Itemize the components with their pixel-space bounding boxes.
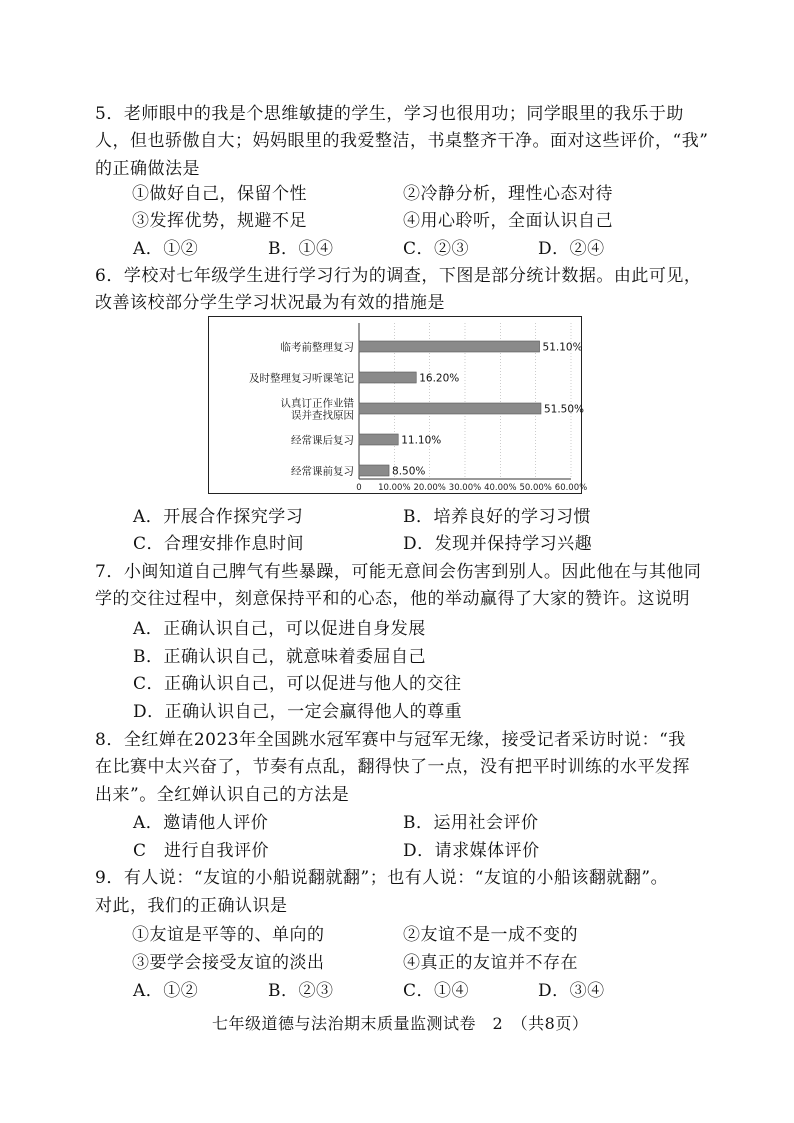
chart-bar (359, 434, 398, 445)
q8-stem-line2: 在比赛中太兴奋了，节奏有点乱，翻得快了一点，没有把平时训练的水平发挥 (95, 757, 690, 777)
chart-category-label: 误并查找原因 (291, 409, 354, 422)
q5-stem-line3: 的正确做法是 (95, 159, 200, 179)
chart-category-label: 经常课前复习 (291, 465, 354, 478)
q5-choice-a: A．①② (133, 239, 199, 259)
q9-statement-3: ③要学会接受友谊的淡出 (132, 953, 325, 973)
chart-bar (359, 341, 540, 352)
chart-bar (359, 372, 416, 383)
q5-stem-line2: 人，但也骄傲自大；妈妈眼里的我爱整洁，书桌整齐干净。面对这些评价，“我” (95, 131, 709, 151)
q5-choice-d: D．②④ (538, 239, 605, 259)
q9-choice-a: A．①② (133, 981, 199, 1001)
q8-choice-c: C 进行自我评价 (133, 841, 270, 861)
chart-x-tick-label: 20.00% (413, 483, 446, 493)
q6-choice-d: D．发现并保持学习兴趣 (403, 534, 593, 554)
q8-choice-d: D．请求媒体评价 (403, 841, 540, 861)
q5-choice-c: C．②③ (403, 239, 470, 259)
q9-stem-line1: 9．有人说：“友谊的小船说翻就翻”；也有人说：“友谊的小船该翻就翻”。 (95, 868, 669, 888)
chart-bar (359, 403, 541, 414)
q5-stem-line1: 5．老师眼中的我是个思维敏捷的学生，学习也很用功；同学眼里的我乐于助 (95, 104, 684, 124)
q5-statement-3: ③发挥优势，规避不足 (132, 211, 307, 231)
q8-stem-line3: 出来”。全红婵认识自己的方法是 (95, 785, 350, 805)
q6-stem-line1: 6．学校对七年级学生进行学习行为的调查，下图是部分统计数据。由此可见， (95, 266, 702, 286)
page-footer: 七年级道德与法治期末质量监测试卷 2 （共8页） (212, 1014, 589, 1033)
q9-statement-1: ①友谊是平等的、单向的 (132, 925, 325, 945)
chart-x-tick-label: 30.00% (448, 483, 482, 493)
q5-statement-1: ①做好自己，保留个性 (132, 184, 307, 204)
q9-stem-line2: 对此，我们的正确认识是 (95, 896, 288, 916)
study-behavior-bar-chart (208, 316, 588, 494)
chart-value-label: 51.10% (542, 341, 583, 354)
q6-stem-line2: 改善该校部分学生学习状况最为有效的措施是 (95, 293, 445, 313)
q6-choice-b: B．培养良好的学习习惯 (403, 507, 591, 527)
q7-choice-c: C．正确认识自己，可以促进与他人的交往 (133, 674, 462, 694)
q9-statement-2: ②友谊不是一成不变的 (403, 925, 578, 945)
q9-choice-c: C．①④ (403, 981, 470, 1001)
q9-statement-4: ④真正的友谊并不存在 (403, 953, 578, 973)
q8-choice-b: B．运用社会评价 (403, 813, 539, 833)
q7-choice-b: B．正确认识自己，就意味着委屈自己 (133, 647, 426, 667)
q7-choice-a: A．正确认识自己，可以促进自身发展 (133, 619, 426, 639)
chart-category-label: 经常课后复习 (291, 434, 354, 447)
chart-bar (359, 465, 389, 476)
q5-choice-b: B．①④ (268, 239, 334, 259)
chart-value-label: 8.50% (392, 465, 426, 478)
q7-choice-d: D．正确认识自己，一定会赢得他人的尊重 (133, 702, 463, 722)
q9-choice-d: D．③④ (538, 981, 605, 1001)
q5-statement-4: ④用心聆听，全面认识自己 (403, 211, 613, 231)
chart-value-label: 11.10% (401, 434, 442, 447)
chart-x-tick-label: 0 (356, 483, 362, 493)
chart-category-label: 及时整理复习听课笔记 (249, 372, 354, 385)
q8-stem-line1: 8．全红婵在2023年全国跳水冠军赛中与冠军无缘，接受记者采访时说：“我 (95, 730, 686, 750)
q5-statement-2: ②冷静分析，理性心态对待 (403, 184, 613, 204)
chart-value-label: 51.50% (543, 403, 585, 416)
q6-choice-c: C．合理安排作息时间 (133, 534, 305, 554)
chart-x-tick-label: 10.00% (378, 483, 411, 493)
q6-choice-a: A．开展合作探究学习 (133, 507, 304, 527)
q8-choice-a: A．邀请他人评价 (133, 813, 269, 833)
q9-choice-b: B．②③ (268, 981, 334, 1001)
chart-value-label: 16.20% (419, 372, 460, 385)
chart-category-label: 认真订正作业错 (280, 397, 354, 410)
chart-x-tick-label: 50.00% (519, 483, 552, 493)
chart-x-tick-label: 60.00% (554, 483, 588, 493)
q7-stem-line1: 7．小闽知道自己脾气有些暴躁，可能无意间会伤害到别人。因此他在与其他同 (95, 562, 702, 582)
q7-stem-line2: 学的交往过程中，刻意保持平和的心态，他的举动赢得了大家的赞许。这说明 (95, 589, 690, 609)
chart-canvas (209, 317, 588, 495)
chart-category-label: 临考前整理复习 (280, 341, 354, 354)
chart-x-tick-label: 40.00% (484, 483, 517, 493)
